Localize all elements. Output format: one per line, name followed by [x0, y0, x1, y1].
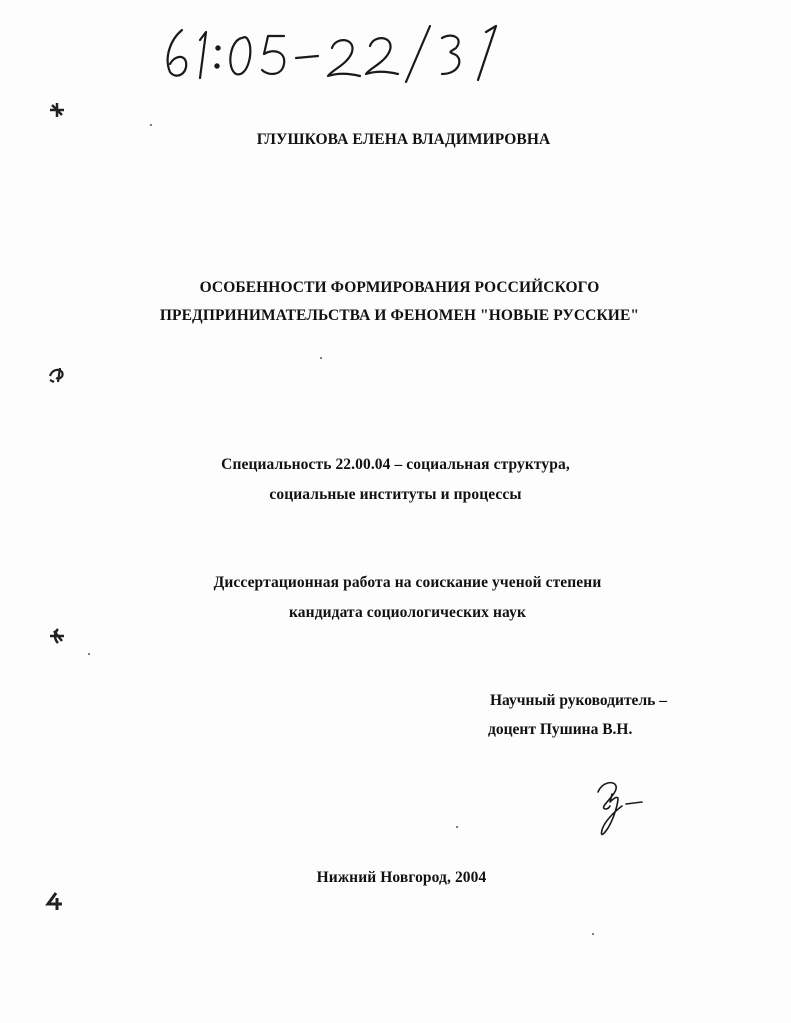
- scan-speck: [456, 826, 458, 828]
- specialty-line-2: социальные институты и процессы: [269, 486, 522, 503]
- handwritten-archive-number: [160, 18, 520, 88]
- scan-speck: [88, 653, 90, 655]
- thesis-title-line-1: ОСОБЕННОСТИ ФОРМИРОВАНИЯ РОССИЙСКОГО: [199, 279, 600, 296]
- supervisor-signature: [592, 778, 652, 840]
- scan-speck: [320, 357, 322, 359]
- punch-hole-mark: [46, 364, 68, 386]
- degree-line-1: Диссертационная работа на соискание ученой степени: [213, 574, 602, 591]
- supervisor-label: Научный руководитель –: [490, 692, 667, 709]
- degree-line-2: кандидата социологических наук: [289, 604, 526, 621]
- author-name: ГЛУШКОВА ЕЛЕНА ВЛАДИМИРОВНА: [256, 131, 551, 148]
- scan-speck: [592, 933, 594, 935]
- specialty-line-1: Специальность 22.00.04 – социальная структура,: [221, 456, 570, 473]
- punch-hole-mark: [44, 890, 66, 912]
- punch-hole-mark: [46, 99, 68, 121]
- city-year: Нижний Новгород, 2004: [316, 869, 487, 886]
- thesis-title-line-2: ПРЕДПРИНИМАТЕЛЬСТВА И ФЕНОМЕН "НОВЫЕ РУССКИЕ": [159, 307, 640, 324]
- punch-hole-mark: [46, 625, 68, 647]
- supervisor-name: доцент Пушина В.Н.: [488, 721, 633, 738]
- scan-speck: [150, 124, 152, 126]
